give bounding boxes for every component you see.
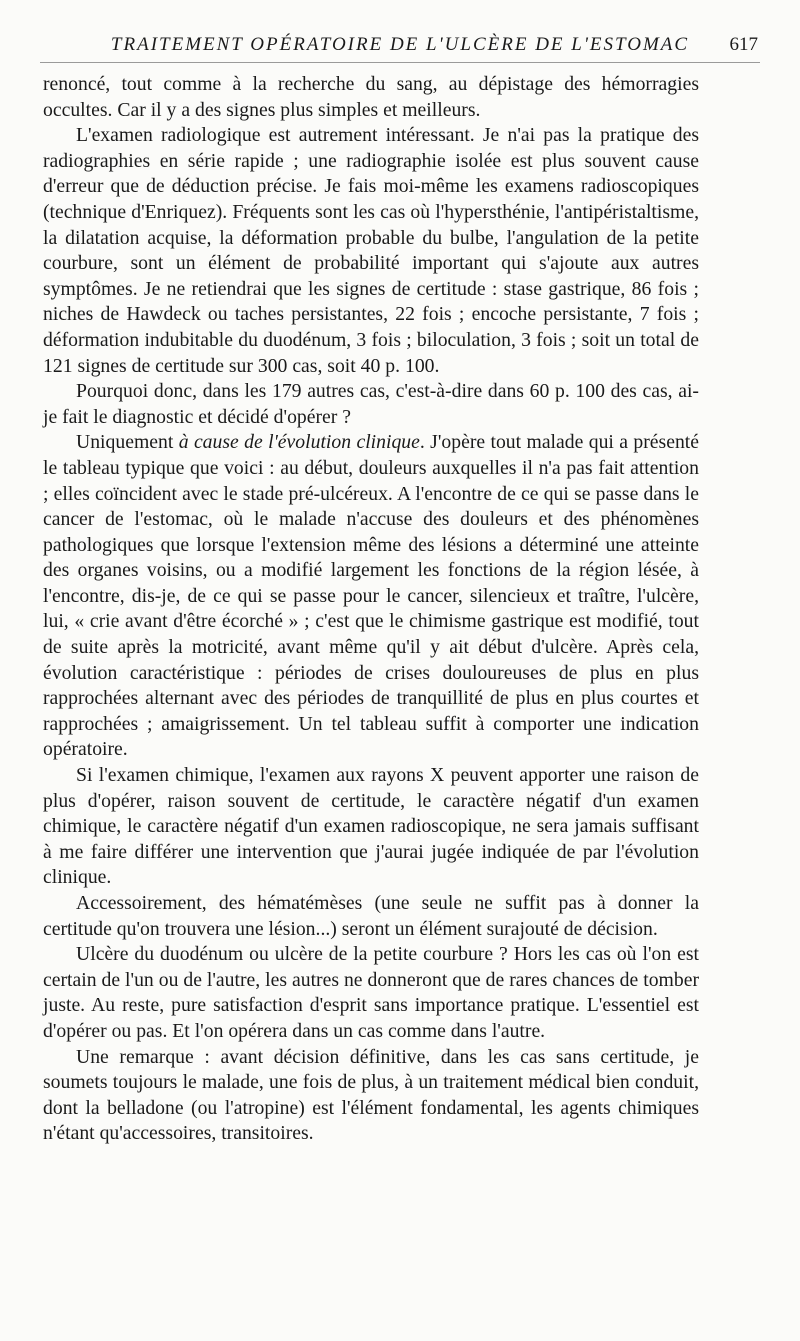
paragraph-clinical-evolution xyxy=(43,430,699,763)
running-title: TRAITEMENT OPÉRATOIRE DE L'ULCÈRE DE L'ESTOMAC xyxy=(110,34,690,55)
page-number: 617 xyxy=(729,34,758,55)
emphasis-clinical-evolution: à cause de l'évolution clinique xyxy=(178,431,420,454)
paragraph-duodenum: Ulcère du duodénum ou ulcère de la petite courbure ? Hors les cas où l'on est certain de l'un ou de l'autre, les autres ne donneront que de rares chances de tomber juste. Au reste, pure satisfaction d'esprit sans importance pratique. L'essentiel est d'opérer ou pas. Et l'on opérera dans un cas comme dans l'autre. xyxy=(43,943,699,1042)
paragraph-question: Pourquoi donc, dans les 179 autres cas, c'est-à-dire dans 60 p. 100 des cas, ai-je fait le diagnostic et décidé d'opérer ? xyxy=(43,380,699,428)
body-text xyxy=(43,72,699,1147)
paragraph-radiology: L'examen radiologique est autrement intéressant. Je n'ai pas la pratique des radiographies en série rapide ; une radiographie isolée est plus souvent cause d'erreur que de déduction précise. Je fais moi-même les examens radioscopiques (technique d'Enriquez). Fréquents sont les cas où l'hypersthénie, l'antipéristaltisme, la dilatation acquise, la déformation probable du bulbe, l'angulation de la petite courbure, sont un élément de probabilité important qui s'ajoute aux autres symptômes. Je ne retiendrai que les signes de certitude : stase gastrique, 86 fois ; niches de Hawdeck ou taches persistantes, 22 fois ; encoche persistante, 7 fois ; déformation indubitable du duodénum, 3 fois ; biloculation, 3 fois ; soit un total de 121 signes de certitude sur 300 cas, soit 40 p. 100. xyxy=(43,124,699,377)
paragraph-clinical-post: . J'opère tout malade qui a présenté le tableau typique que voici : au début, douleurs auxquelles il n'a pas fait attention ; elles coïncident avec le stade pré-ulcéreux. A l'encontre de ce qui se passe dans le cancer de l'estomac, où le malade n'accuse des douleurs et des phénomènes pathologiques que lorsque l'extension même des lésions a déterminé une atteinte des organes voisins, ou a modifié largement les fonctions de la région lésée, à l'encontre, dis-je, de ce qui se passe pour le cancer, silencieux et traître, l'ulcère, lui, « crie avant d'être écorché » ; c'est que le chimisme gastrique est modifié, tout de suite après la motricité, avant même qu'il y ait début d'ulcère. Après cela, évolution caractéristique : périodes de crises douloureuses de plus en plus rapprochées alternant avec des périodes de tranquillité de plus en plus courtes et rapprochées ; amaigrissement. Un tel tableau suffit à comporter une indication opératoire. xyxy=(43,431,699,761)
paragraph-continuation: renoncé, tout comme à la recherche du sang, au dépistage des hémorragies occultes. Car il y a des signes plus simples et meilleurs. xyxy=(43,73,699,121)
paragraph-chemical-exam: Si l'examen chimique, l'examen aux rayons X peuvent apporter une raison de plus d'opérer, raison souvent de certitude, le caractère négatif d'un examen chimique, le caractère négatif d'un examen radioscopique, ne sera jamais suffisant à me faire différer une intervention que j'aurai jugée indiquée de par l'évolution clinique. xyxy=(43,764,699,889)
paragraph-remark: Une remarque : avant décision définitive, dans les cas sans certitude, je soumets toujours le malade, une fois de plus, à un traitement médical bien conduit, dont la belladone (ou l'atropine) est l'élément fondamental, les agents chimiques n'étant qu'accessoires, transitoires. xyxy=(43,1045,699,1145)
running-header xyxy=(40,22,760,63)
paragraph-clinical-pre: Uniquement xyxy=(76,431,179,454)
paragraph-hematemesis: Accessoirement, des hématémèses (une seule ne suffit pas à donner la certitude qu'on trouvera une lésion...) seront un élément surajouté de décision. xyxy=(43,892,699,940)
